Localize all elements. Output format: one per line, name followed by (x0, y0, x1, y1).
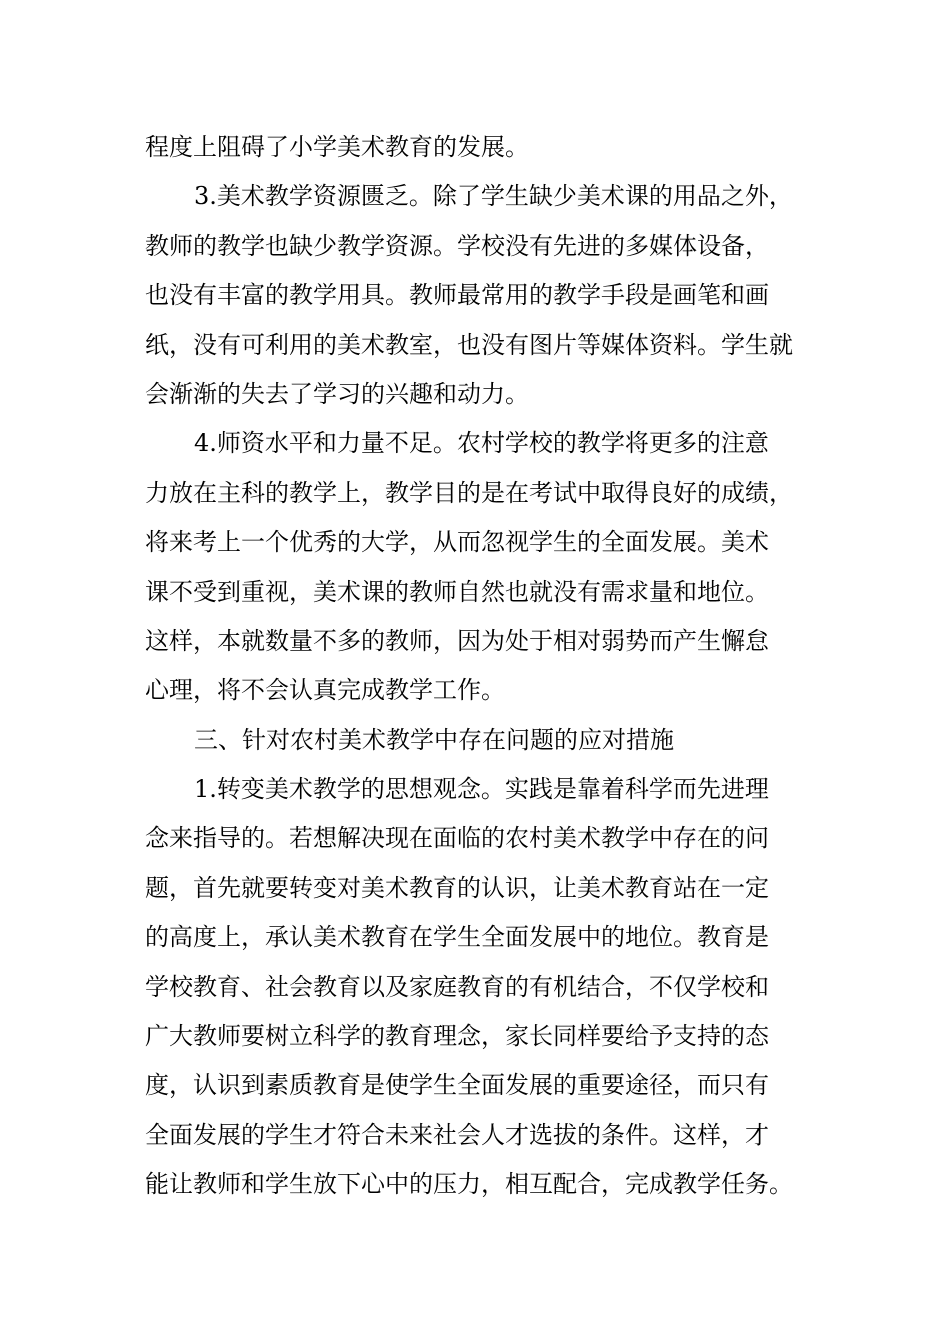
text-line: 会渐渐的失去了学习的兴趣和动力。 (145, 379, 529, 408)
section-heading: 三、针对农村美术教学中存在问题的应对措施 (194, 725, 674, 754)
text-line: 的高度上，承认美术教育在学生全面发展中的地位。教育是 (145, 923, 769, 952)
text-line: 学校教育、社会教育以及家庭教育的有机结合，不仅学校和 (145, 972, 769, 1001)
text-line: 也没有丰富的教学用具。教师最常用的教学手段是画笔和画 (145, 281, 769, 310)
text-line: 力放在主科的教学上，教学目的是在考试中取得良好的成绩， (145, 478, 793, 507)
document-body (145, 123, 810, 1210)
text-line: 将来考上一个优秀的大学，从而忽视学生的全面发展。美术 (145, 528, 769, 557)
text-line: 能让教师和学生放下心中的压力，相互配合，完成教学任务。 (145, 1170, 793, 1199)
text-line: 念来指导的。若想解决现在面临的农村美术教学中存在的问 (145, 824, 769, 853)
text-line: 4.师资水平和力量不足。农村学校的教学将更多的注意 (194, 429, 769, 458)
text-line: 3.美术教学资源匮乏。除了学生缺少美术课的用品之外， (194, 182, 793, 211)
text-line: 全面发展的学生才符合未来社会人才选拔的条件。这样，才 (145, 1120, 769, 1149)
text-line: 课不受到重视，美术课的教师自然也就没有需求量和地位。 (145, 577, 769, 606)
text-line: 1.转变美术教学的思想观念。实践是靠着科学而先进理 (194, 775, 769, 804)
text-line: 这样，本就数量不多的教师，因为处于相对弱势而产生懈怠 (145, 626, 769, 655)
text-line: 程度上阻碍了小学美术教育的发展。 (145, 133, 529, 161)
text-line: 教师的教学也缺少教学资源。学校没有先进的多媒体设备， (145, 231, 769, 260)
text-line: 心理，将不会认真完成教学工作。 (145, 676, 505, 705)
text-line: 广大教师要树立科学的教育理念，家长同样要给予支持的态 (145, 1022, 769, 1051)
text-line: 题，首先就要转变对美术教育的认识，让美术教育站在一定 (145, 873, 769, 902)
text-line: 纸，没有可利用的美术教室，也没有图片等媒体资料。学生就 (145, 330, 793, 359)
text-line: 度，认识到素质教育是使学生全面发展的重要途径，而只有 (145, 1071, 769, 1100)
